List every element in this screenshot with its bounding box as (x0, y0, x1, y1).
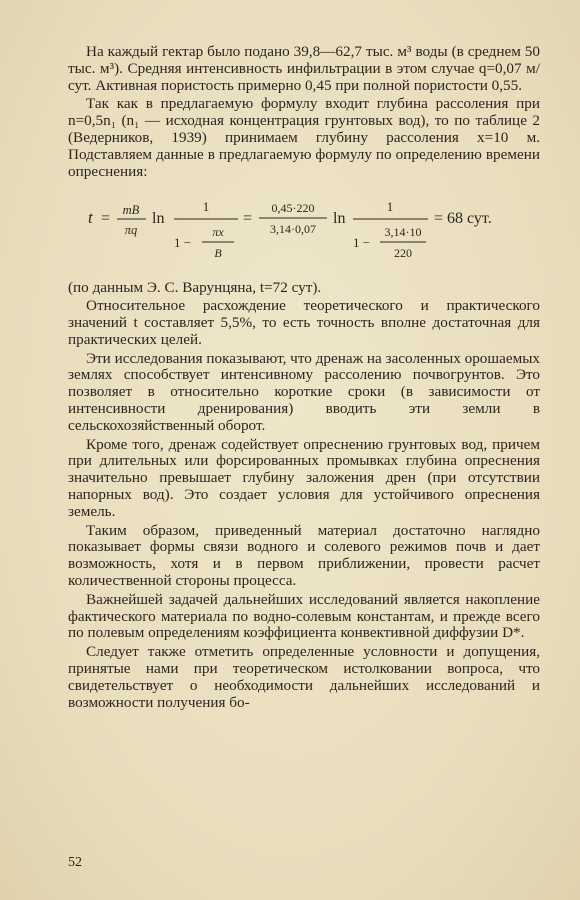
formula-ln-2: ln (333, 210, 346, 228)
frac3-numerator: 0,45·220 (271, 201, 315, 216)
frac4-denominator: 220 (394, 246, 412, 261)
frac1-denominator: πq (124, 223, 138, 238)
paragraph-groundwater-desalination: Кроме того, дренаж содействует опреснению грунтовых вод, причем при длительных или форсированных промывках глубина опреснения значительно превышает глубину заложения дрен (при отсутствии напорных вод). Это создает условия для устойчивого опреснения земель. (68, 435, 540, 520)
paragraph-drainage-effect: Эти исследования показывают, что дренаж на засоленных орошаемых землях способствует интенсивному рассолению почвогрунтов. Это позволяет в относительно короткие сроки (в зависимости от интенсивности дренирования) вводить эти земли в сельскохозяйственный оборот. (68, 349, 540, 434)
frac-a-numerator: 1 (202, 199, 210, 215)
paragraph-conclusion: Таким образом, приведенный материал достаточно наглядно показывает формы связи водного и солевого режимов почв и дает возможность, хотя и в первом приближении, провести расчет количественной стороны процесса. (68, 521, 540, 589)
frac3-denominator: 3,14·0,07 (270, 222, 316, 237)
paragraph-assumptions: Следует также отметить определенные условности и допущения, принятые нами при теоретическом истолковании вопроса, что свидетельствует о необходимости дальнейших исследований и возможности получения бо- (68, 643, 540, 711)
formula-equals: = (101, 210, 111, 228)
formula-ln-1: ln (152, 210, 165, 228)
paragraph-desalination-depth: Так как в предлагаемую формулу входит глубина рассоления при n=0,5n₁ (n₁ — исходная концентрация грунтовых вод), то по таблице 2 (Ведерников, 1939) принимаем глубину рассоления x=10 м. Подставляем данные в предлагаемую формулу по определению времени опреснения: (68, 95, 540, 180)
frac-b-one-minus: 1 − (353, 235, 371, 251)
paragraph-varuntsyan-data: (по данным Э. С. Варунцяна, t=72 сут). (68, 279, 322, 297)
frac-b-numerator: 1 (386, 199, 394, 215)
desalination-time-formula (68, 190, 540, 272)
frac-a-one-minus: 1 − (174, 235, 192, 251)
page-number: 52 (68, 855, 82, 870)
formula-equals-2: = (243, 210, 253, 228)
frac2-numerator: πx (212, 225, 224, 240)
paragraph-future-research: Важнейшей задачей дальнейших исследований является накопление фактического материала по водно-солевым константам, и прежде всего по полевым определениям коэффициента конвективной диффузии D*. (68, 590, 540, 642)
paragraph-relative-discrepancy: Относительное расхождение теоретического и практического значений t составляет 5,5%, то есть точность вполне достаточная для практических целей. (68, 297, 540, 348)
formula-result: = 68 сут. (434, 210, 492, 228)
frac2-denominator: B (214, 246, 222, 261)
frac4-numerator: 3,14·10 (384, 225, 422, 240)
formula-svg (68, 190, 540, 272)
frac1-numerator: mB (122, 203, 140, 218)
paragraph-water-supply: На каждый гектар было подано 39,8—62,7 тыс. м³ воды (в среднем 50 тыс. м³). Средняя интенсивность инфильтрации в этом случае q=0,07 м/сут. Активная пористость примерно 0,45 при полной пористости 0,55. (68, 43, 540, 94)
formula-lhs: t (88, 208, 93, 228)
